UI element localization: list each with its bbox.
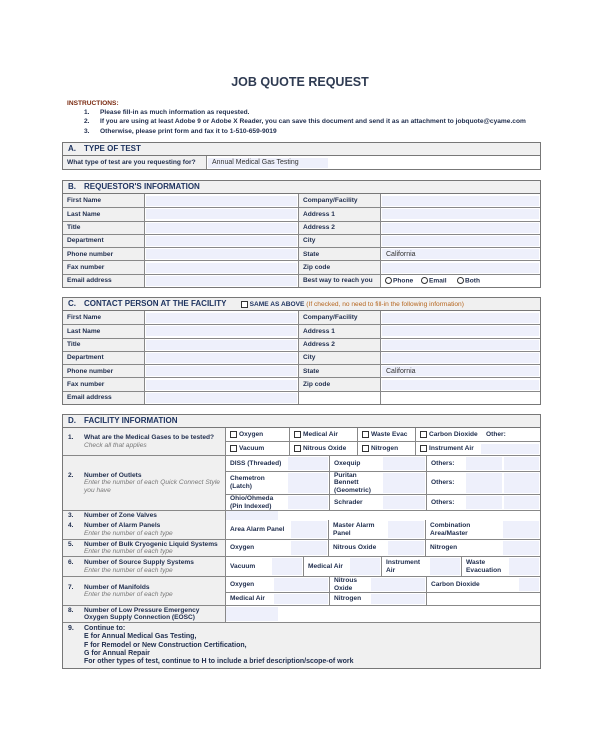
q9-row [63,622,540,668]
text: Otherwise, please print form and fax it to [100,127,230,135]
label: Number of Outlets [84,471,142,479]
q5-nitrogen-label: Nitrogen [430,544,458,552]
zip-code-field[interactable] [382,380,539,390]
field-label-state: State [298,365,380,377]
field-label-email-address: Email address [63,392,144,404]
field-label-company-facility: Company/Facility [298,311,380,324]
field-label-address-1: Address 1 [298,325,380,337]
first-name-field[interactable] [146,196,297,206]
instruction-2 [67,117,526,126]
email-address-field[interactable] [146,393,297,403]
text: Please fill-in as much information as requested. [100,109,250,117]
q6-medical-air-field[interactable] [350,558,380,575]
q6-medical-air-label: Medical Air [308,562,343,570]
q3-label [63,511,225,520]
q4-combination-area-master-cell [425,520,540,539]
empty-cell [298,392,380,404]
outlet-others-cell [426,495,540,510]
field-label-best-way-to-reach-you: Best way to reach you [298,275,380,287]
outlet-diss-threaded-field[interactable] [288,457,328,470]
state-field[interactable]: California [382,249,539,259]
section-header [63,143,540,156]
outlet-others-cell [426,472,540,495]
other-label: Other: [486,430,506,438]
label: Vacuum [239,444,265,452]
field-label-zip-code: Zip code [298,261,380,273]
section-letter: B. [68,182,76,191]
q3-row [63,510,540,520]
num: 9. [68,625,74,632]
continue-line: G for Annual Repair [84,649,150,657]
label: Number of Manifolds [84,583,150,591]
num: 3. [68,511,74,519]
section-a [62,142,541,170]
outlet-schrader-cell [329,495,426,510]
num: 2. [68,471,74,479]
last-name-field[interactable] [146,209,297,219]
zone-valves-field[interactable] [226,511,278,520]
outlet-others-cell [426,456,540,471]
gas-checkbox-nitrous-oxide[interactable] [289,442,357,455]
others-field[interactable] [504,473,540,494]
outlet-schrader-label: Schrader [334,498,363,506]
hint: Enter the number of each type [84,548,173,555]
label: Number of Alarm Panels [84,522,161,529]
label: Phone [393,277,414,285]
outlet-oxequip-label: Oxequip [334,459,361,467]
address-1-field[interactable] [382,326,539,336]
form-row [63,274,540,287]
q6-label [63,557,225,576]
label: Carbon Dioxide [429,430,478,438]
form-row [63,221,540,234]
field-label-last-name: Last Name [63,325,144,337]
manifold-medical-air-label: Medical Air [230,595,265,603]
q1-row [63,428,540,455]
section-letter: D. [68,416,76,425]
q4-area-alarm-panel-label: Area Alarm Panel [230,525,285,533]
num: 6. [68,559,74,566]
num: 5. [68,540,74,548]
q8-row [63,605,540,622]
label: Medical Air [303,430,338,438]
label: Nitrous Oxide [303,444,347,452]
q4-combination-area-master-field[interactable] [503,521,539,538]
q6-vacuum-label: Vacuum [230,562,256,570]
form-row [63,207,540,220]
last-name-field[interactable] [146,326,297,336]
fax-number-field[interactable] [146,380,297,390]
label: Number of Low Pressure Emergency Oxygen Supply Connection (EOSC) [84,606,200,621]
q5-nitrogen-cell [425,540,540,556]
field-label-phone-number: Phone number [63,365,144,377]
q4-master-alarm-panel-field[interactable] [388,521,424,538]
same-as-above-note: (If checked, no need to fill-in the following information) [306,301,464,308]
others-field[interactable] [466,457,502,470]
first-name-field[interactable] [146,313,297,323]
label: Number of Zone Valves [84,511,157,519]
others-label: Others: [431,498,455,506]
field-label-city: City [298,235,380,247]
outlet-puritan-bennett-geometric-field[interactable] [383,473,425,494]
same-as-above-checkbox[interactable] [241,301,464,308]
phone-number-field[interactable] [146,366,297,376]
section-d [62,414,541,669]
others-label: Others: [431,459,455,467]
address-2-field[interactable] [382,340,539,350]
section-title: TYPE OF TEST [84,144,141,153]
hint: Enter the number of each type [84,566,173,574]
reach-radio-phone[interactable] [385,277,421,285]
outlet-puritan-bennett-geometric-cell [329,472,426,495]
form-row [63,324,540,337]
num: 3. [84,127,90,135]
outlet-schrader-field[interactable] [383,496,425,509]
field-label-address-1: Address 1 [298,208,380,220]
label: Instrument Air [429,444,474,452]
section-title: FACILITY INFORMATION [84,416,178,425]
manifold-oxygen-label: Oxygen [230,580,255,588]
title-field[interactable] [146,340,297,350]
q7-row [63,576,540,605]
section-b [62,180,541,288]
q5-oxygen-field[interactable] [291,541,327,555]
num: 1. [68,434,74,441]
email-address-field[interactable] [146,276,297,286]
q5-oxygen-cell [225,540,328,556]
q5-nitrous-oxide-label: Nitrous Oxide [333,544,377,552]
eosc-field[interactable] [226,607,278,621]
manifold-nitrogen-field[interactable] [371,594,425,604]
outlet-oxequip-cell [329,456,426,471]
num: 1. [84,109,90,117]
q4-label [63,520,225,539]
gas-checkbox-nitrogen[interactable] [357,442,415,455]
label: Oxygen [239,430,264,438]
manifold-medical-air-cell [226,593,329,605]
radio-icon [457,277,464,284]
outlet-diss-threaded-label: DISS (Threaded) [230,459,282,467]
radio-icon [385,277,392,284]
field-label-fax-number: Fax number [63,261,144,273]
field-label-department: Department [63,235,144,247]
label: Both [465,277,481,285]
reach-radio-both[interactable] [457,277,493,285]
q2-row [63,455,540,510]
field-label-title: Title [63,339,144,351]
form-row [63,338,540,351]
q6-row [63,556,540,576]
q4-combination-area-master-label: Combination Area/Master [430,522,471,537]
label: Nitrogen [371,444,399,452]
field-label-address-2: Address 2 [298,222,380,234]
form-row [63,377,540,390]
text: If you are using at least Adobe 9 or Adobe X Reader, you can save this document and send it as an attachment to [100,118,456,126]
company-facility-field[interactable] [382,313,539,323]
company-facility-field[interactable] [382,196,539,206]
gas-checkbox-medical-air[interactable] [289,428,357,441]
continue-line: E for Annual Medical Gas Testing, [84,633,197,641]
zip-code-field[interactable] [382,263,539,273]
q7-label [63,577,225,605]
manifold-nitrous-oxide-label: Nitrous Oxide [334,577,358,592]
continue-line: F for Remodel or New Construction Certification, [84,641,247,649]
section-header [63,298,540,311]
outlet-chemetron-latch-cell [226,472,329,495]
hint: Enter the number of each Quick Connect Style you have [84,479,220,494]
outlet-puritan-bennett-geometric-label: Puritan Bennett (Geometric) [334,471,372,494]
section-title: CONTACT PERSON AT THE FACILITY [84,299,227,308]
outlet-oxequip-field[interactable] [383,457,425,470]
outlet-diss-threaded-cell [226,456,329,471]
manifold-nitrogen-label: Nitrogen [334,595,362,603]
num: 4. [68,522,74,529]
section-title: REQUESTOR'S INFORMATION [84,182,200,191]
label: Waste Evac [371,430,408,438]
manifold-nitrogen-cell [329,593,426,605]
outlet-ohio-ohmeda-pin-indexed-field[interactable] [288,496,328,509]
label: What are the Medical Gases to be tested? [84,434,215,441]
label: Email [429,277,447,285]
form-row [63,247,540,260]
email-link[interactable]: jobquote@cyame.com [455,118,526,126]
field-label-title: Title [63,222,144,234]
form-row [63,364,540,377]
hint: Check all that applies [84,441,147,449]
instruction-3 [67,127,526,136]
others-field[interactable] [466,473,502,494]
manifold-medical-air-field[interactable] [274,594,328,604]
reach-radio-email[interactable] [421,277,457,285]
instruction-1 [67,108,526,117]
q6-instrument-air-field[interactable] [430,558,460,575]
q4-master-alarm-panel-label: Master Alarm Panel [333,522,375,537]
num: 2. [84,118,90,126]
form-row [63,391,540,404]
manifold-carbon-dioxide-field[interactable] [519,578,539,591]
field-label-department: Department [63,352,144,364]
outlet-ohio-ohmeda-pin-indexed-label: Ohio/Ohmeda (Pin Indexed) [230,495,274,510]
address-1-field[interactable] [382,209,539,219]
department-field[interactable] [146,353,297,363]
form-row [63,351,540,364]
section-letter: A. [68,144,76,153]
field-label-last-name: Last Name [63,208,144,220]
field-label-company-facility: Company/Facility [298,194,380,207]
q5-nitrogen-field[interactable] [503,541,539,555]
others-field[interactable] [466,496,502,509]
manifold-oxygen-cell [226,577,329,592]
city-field[interactable] [382,353,539,363]
num: 8. [68,606,74,614]
manifold-oxygen-field[interactable] [274,578,328,591]
field-label-first-name: First Name [63,194,144,207]
q5-label [63,540,225,556]
city-field[interactable] [382,236,539,246]
field-label-state: State [298,248,380,260]
q6-instrument-air-label: Instrument Air [386,559,421,574]
others-field[interactable] [504,457,540,470]
q5-row [63,539,540,556]
outlet-ohio-ohmeda-pin-indexed-cell [226,495,329,510]
form-row [63,260,540,273]
form-row [63,311,540,324]
state-field[interactable]: California [382,366,539,376]
field-label-phone-number: Phone number [63,248,144,260]
manifold-carbon-dioxide-label: Carbon Dioxide [431,580,480,588]
outlet-chemetron-latch-field[interactable] [288,473,328,494]
section-c [62,297,541,405]
q4-row [63,520,540,539]
instructions-heading: INSTRUCTIONS: [67,100,119,107]
q2-label [63,456,225,510]
fax-number-field[interactable] [146,263,297,273]
page-title: JOB QUOTE REQUEST [231,75,369,89]
form-row [63,234,540,247]
field-label-city: City [298,352,380,364]
gas-checkbox-oxygen[interactable] [226,428,289,441]
q4-master-alarm-panel-cell [328,520,425,539]
continue-line: For other types of test, continue to H to include a brief description/scope-of work [84,658,354,666]
hint: Enter the number of each type [84,529,173,537]
q4-area-alarm-panel-field[interactable] [291,521,327,538]
other-gas-field[interactable] [481,444,539,454]
address-2-field[interactable] [382,223,539,233]
q8-label [63,606,225,622]
radio-icon [421,277,428,284]
section-header [63,415,540,428]
q6-medical-air-cell [303,557,381,576]
q5-nitrous-oxide-field[interactable] [388,541,424,555]
q6-waste-evacuation-cell [461,557,540,576]
field-label-email-address: Email address [63,275,144,287]
q1-label [63,428,225,455]
q4-area-alarm-panel-cell [225,520,328,539]
q5-oxygen-label: Oxygen [230,544,255,552]
others-label: Others: [431,479,455,486]
q6-instrument-air-cell [381,557,461,576]
manifold-carbon-dioxide-cell [426,577,540,592]
section-header [63,181,540,194]
gas-checkbox-carbon-dioxide[interactable] [415,428,480,441]
field-label-first-name: First Name [63,311,144,324]
gas-checkbox-waste-evac[interactable] [357,428,415,441]
gas-checkbox-vacuum[interactable] [226,442,289,455]
q6-vacuum-cell [225,557,303,576]
title-field[interactable] [146,223,297,233]
field-label-fax-number: Fax number [63,378,144,390]
manifold-nitrous-oxide-field[interactable] [371,578,425,591]
test-type-field[interactable]: Annual Medical Gas Testing [208,158,328,168]
field-label-address-2: Address 2 [298,339,380,351]
continue-line: Continue to: [84,625,126,632]
same-as-above-label: SAME AS ABOVE [249,301,305,308]
q6-vacuum-field[interactable] [272,558,302,575]
outlet-chemetron-latch-label: Chemetron (Latch) [230,475,265,490]
instructions [67,99,526,136]
label: Number of Bulk Cryogenic Liquid Systems [84,540,218,548]
q5-nitrous-oxide-cell [328,540,425,556]
fax-number: 1-510-659-9019 [229,127,277,135]
hint: Enter the number of each type [84,591,173,598]
label: Number of Source Supply Systems [84,559,194,566]
q6-waste-evacuation-label: Waste Evacuation [466,559,502,574]
q6-waste-evacuation-field[interactable] [509,558,539,575]
form-row [63,194,540,207]
section-letter: C. [68,299,76,308]
field-label-zip-code: Zip code [298,378,380,390]
phone-number-field[interactable] [146,249,297,259]
num: 7. [68,583,74,591]
test-type-label: What type of test are you requesting for? [63,156,206,169]
empty-cell [426,593,540,605]
department-field[interactable] [146,236,297,246]
gas-checkbox-instrument-air[interactable] [415,442,480,455]
others-field[interactable] [504,496,540,509]
manifold-nitrous-oxide-cell [329,577,426,592]
